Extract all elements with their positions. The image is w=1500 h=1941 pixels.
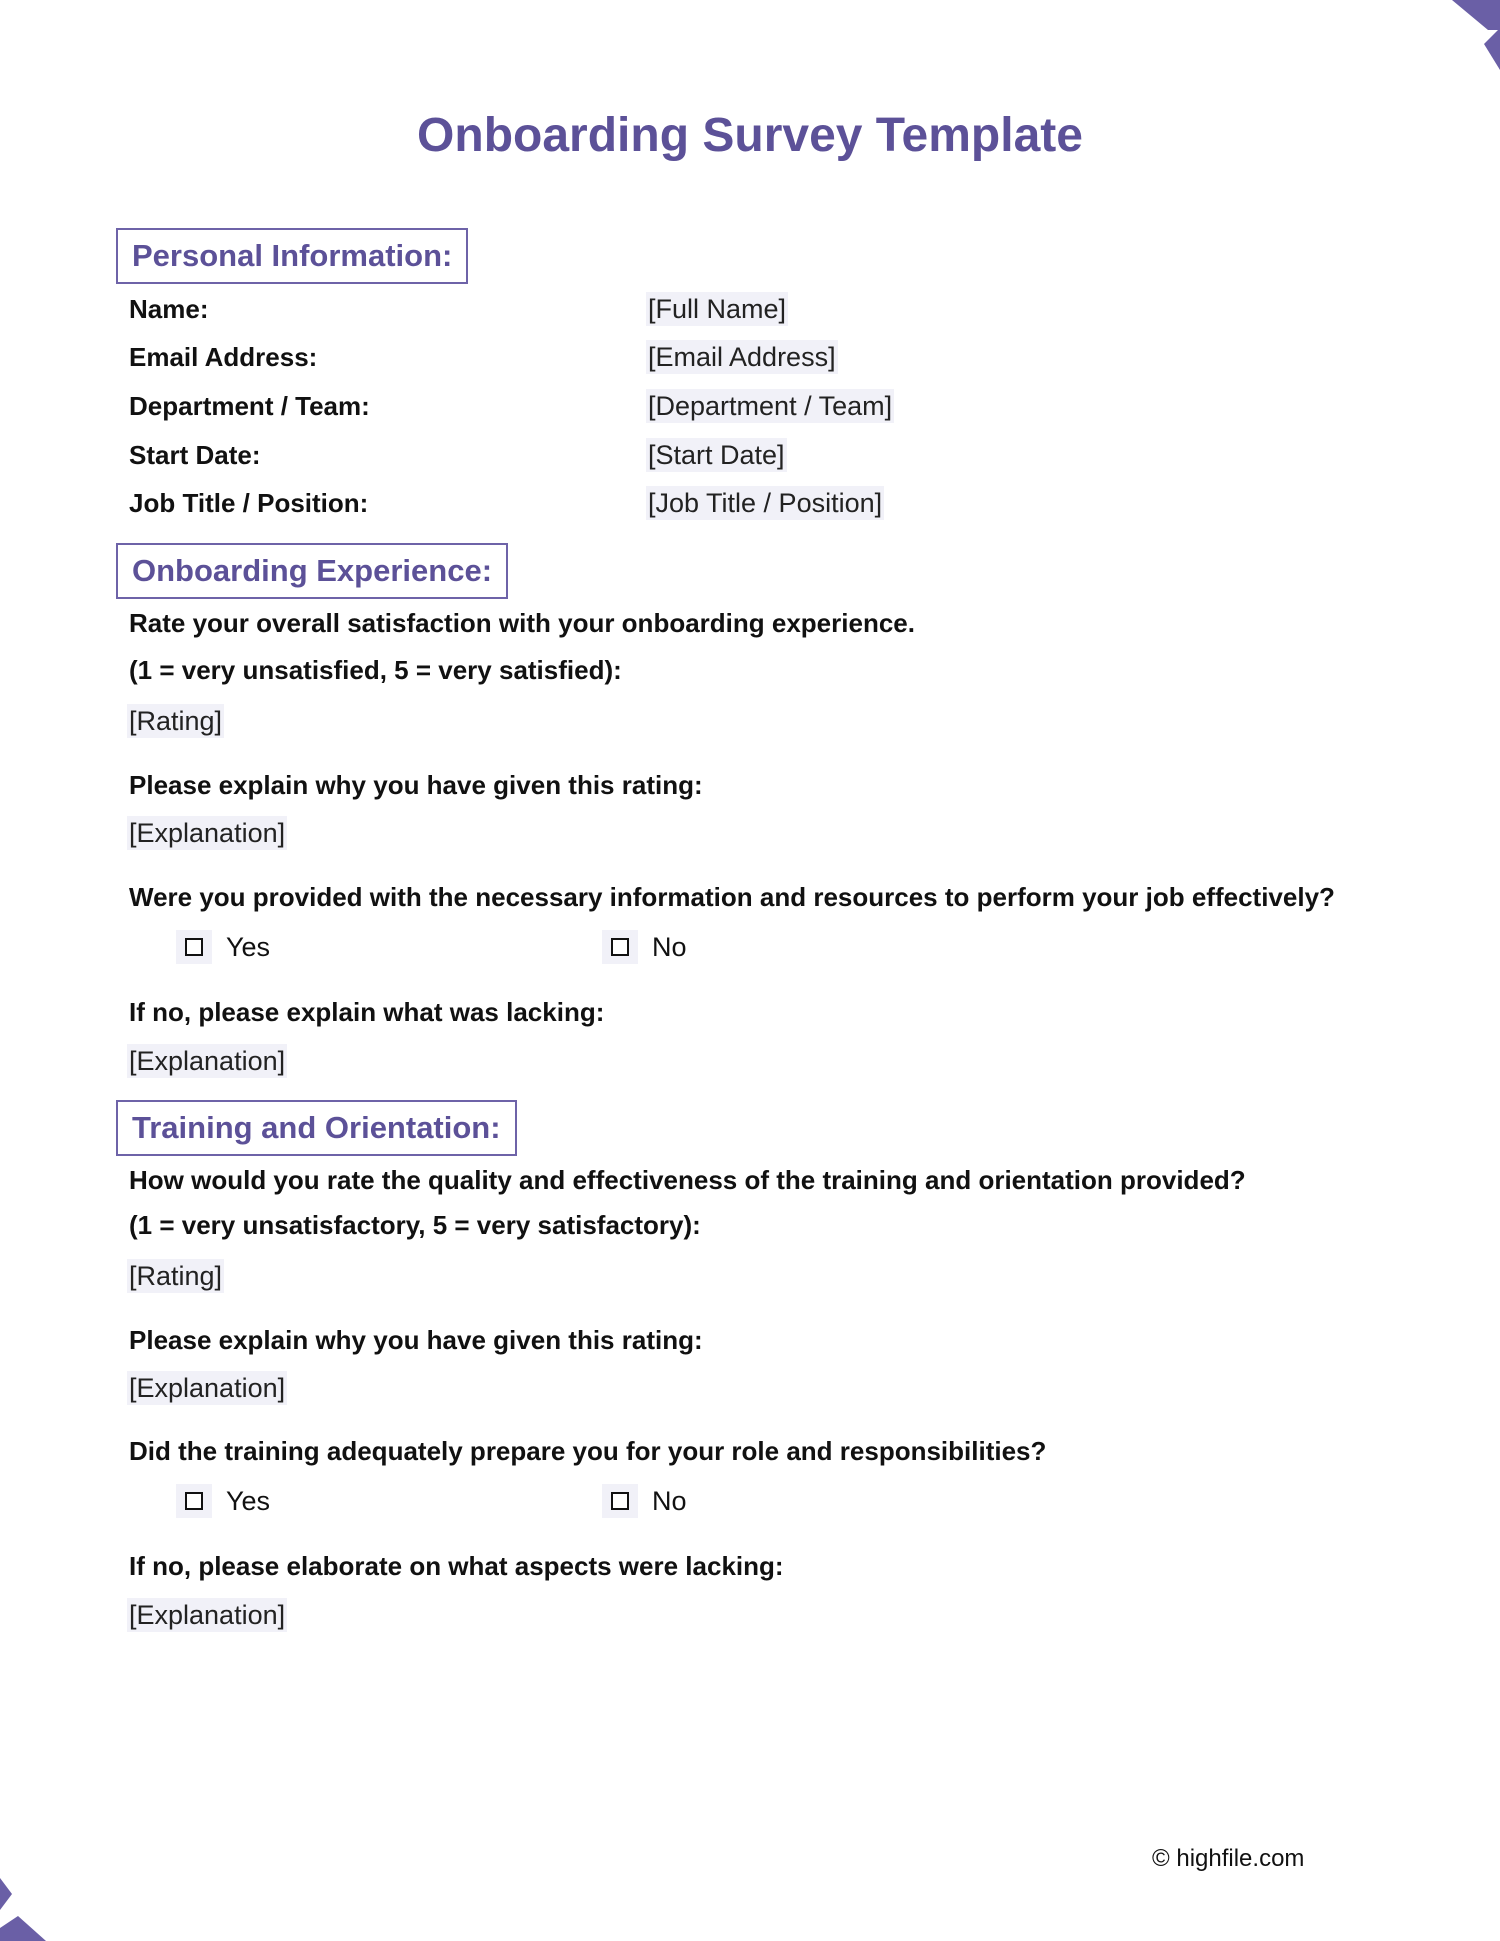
training-lacking-field[interactable]: [Explanation]	[129, 1600, 286, 1630]
option-no-label: No	[652, 1486, 687, 1516]
page-title: Onboarding Survey Template	[417, 109, 1083, 162]
resources-option-yes[interactable]	[176, 930, 270, 964]
prepare-question: Did the training adequately prepare you for your role and responsibilities?	[129, 1436, 1047, 1466]
onboarding-rating-scale: (1 = very unsatisfied, 5 = very satisfied):	[129, 655, 622, 685]
corner-decoration-top-right	[1440, 0, 1500, 80]
onboarding-lacking-field[interactable]: [Explanation]	[129, 1046, 286, 1076]
option-no-label: No	[652, 932, 687, 962]
training-explanation-field[interactable]: [Explanation]	[129, 1373, 286, 1403]
footer-copyright: © highfile.com	[1152, 1845, 1305, 1872]
section-heading-training-orientation: Training and Orientation:	[116, 1100, 517, 1156]
department-label: Department / Team:	[129, 391, 370, 421]
onboarding-explanation-field[interactable]: [Explanation]	[129, 818, 286, 848]
email-address-field[interactable]: [Email Address]	[648, 342, 836, 372]
training-rating-question: How would you rate the quality and effectiveness of the training and orientation provided?	[129, 1165, 1246, 1195]
email-label: Email Address:	[129, 342, 318, 372]
name-label: Name:	[129, 294, 209, 324]
corner-decoration-bottom-left	[0, 1870, 60, 1941]
checkbox-icon[interactable]	[602, 930, 638, 964]
checkbox-icon[interactable]	[602, 1484, 638, 1518]
onboarding-rating-field[interactable]: [Rating]	[129, 706, 223, 736]
section-heading-personal-information: Personal Information:	[116, 228, 468, 284]
section-heading-onboarding-experience: Onboarding Experience:	[116, 543, 508, 599]
option-yes-label: Yes	[226, 932, 271, 962]
prepare-option-yes[interactable]	[176, 1484, 270, 1518]
checkbox-icon[interactable]	[176, 1484, 212, 1518]
start-date-field[interactable]: [Start Date]	[648, 440, 785, 470]
start-date-label: Start Date:	[129, 440, 261, 470]
onboarding-rating-question: Rate your overall satisfaction with your onboarding experience.	[129, 608, 915, 638]
prepare-option-no[interactable]	[602, 1484, 687, 1518]
option-yes-label: Yes	[226, 1486, 271, 1516]
training-rating-scale: (1 = very unsatisfactory, 5 = very satisfactory):	[129, 1210, 701, 1240]
job-title-label: Job Title / Position:	[129, 488, 369, 518]
resources-question: Were you provided with the necessary information and resources to perform your job effectively?	[129, 882, 1335, 912]
checkbox-icon[interactable]	[176, 930, 212, 964]
job-title-field[interactable]: [Job Title / Position]	[648, 488, 883, 518]
training-lacking-question: If no, please elaborate on what aspects were lacking:	[129, 1551, 784, 1581]
training-explain-question: Please explain why you have given this rating:	[129, 1325, 703, 1355]
onboarding-lacking-question: If no, please explain what was lacking:	[129, 997, 605, 1027]
resources-option-no[interactable]	[602, 930, 687, 964]
department-team-field[interactable]: [Department / Team]	[648, 391, 893, 421]
full-name-field[interactable]: [Full Name]	[648, 294, 787, 324]
onboarding-explain-question: Please explain why you have given this rating:	[129, 770, 703, 800]
training-rating-field[interactable]: [Rating]	[129, 1261, 223, 1291]
